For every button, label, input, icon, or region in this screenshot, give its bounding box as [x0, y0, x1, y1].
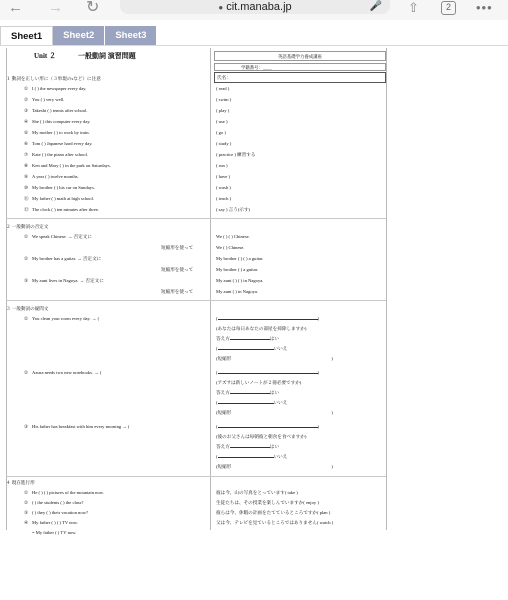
item-question: His father has breakfast with him every morning → (	[32, 424, 130, 429]
tab-count-button[interactable]: 2	[441, 1, 456, 15]
item-number: ③	[24, 278, 29, 283]
item-question: Tom ( ) Japanese hard every day.	[32, 141, 93, 146]
item-hint: 彼らは今、休暇の計画をたてているところですか( plan )	[216, 510, 331, 515]
section-divider	[6, 218, 386, 219]
url-label: cit.manaba.jp	[226, 1, 292, 13]
item-hint: 父は今、テレビを見ているところではありません( watch )	[216, 520, 334, 525]
item-question: 短縮形を使って	[161, 267, 194, 272]
item-question: My mother ( ) to work by train.	[32, 130, 90, 135]
more-options-icon[interactable]: •••	[476, 0, 493, 15]
answer-no-label: いいえ	[273, 454, 288, 459]
item-hint: ( teach )	[216, 196, 232, 201]
item-number: ⑥	[24, 141, 29, 146]
answer-yes-label: はい	[269, 390, 279, 395]
item-question: She ( ) this computer every day.	[32, 119, 91, 124]
item-question: The clock ( ) ten minutes after three.	[32, 207, 100, 212]
item-question: 短縮形を使って	[161, 245, 194, 250]
item-question: He ( ) ( ) pictures of the mountain now.	[32, 490, 104, 495]
item-answer-line: My aunt ( ) in Nagoya.	[216, 289, 259, 294]
answer-no-label: いいえ	[273, 346, 288, 351]
tab-strip-divider	[0, 45, 508, 46]
item-number: ①	[24, 234, 29, 239]
worksheet-title: 一般動詞 演習問題	[78, 52, 136, 60]
item-hint: ( play )	[216, 108, 230, 113]
item-question: ( ) they ( ) their vacation now?	[32, 510, 88, 515]
item-answer-line: My brother ( ) ( ) a guitar.	[216, 256, 264, 261]
item-number: ①	[24, 490, 29, 495]
share-icon[interactable]: ⇧	[408, 0, 419, 15]
tab-sheet2[interactable]: Sheet2	[53, 26, 105, 45]
item-hint: ( say ) 言う(示す)	[216, 207, 251, 212]
item-hint: ( practice ) 練習する	[216, 152, 256, 157]
item-question: Takeshi ( ) tennis after school.	[32, 108, 88, 113]
item-number: ⑩	[24, 185, 29, 190]
answer-yes-label: はい	[269, 336, 279, 341]
item-question: My brother has a guitar. → 否定文に	[32, 256, 102, 261]
course-name: 英語基礎学力養成講座	[214, 51, 386, 61]
grid-line	[386, 48, 387, 530]
grid-line	[6, 48, 7, 530]
item-question: You clean your room every day. → (	[32, 316, 100, 321]
item-hint: 彼は今、山の写真をとっています( take )	[216, 490, 298, 495]
student-number[interactable]: 学籍番号：____	[214, 63, 386, 71]
item-question: We speak Chinese. → 否定文に	[32, 234, 92, 239]
item-translation: (彼のお父さんは毎朝彼と朝食を食べますか)	[216, 434, 307, 439]
worksheet: Unit ２ 一般動詞 演習問題 英語基礎学力養成講座 学籍番号：____ 氏名： １ 動詞を正しい形に（３単現のsなど）に注意 ① I ( ) the newspaper every day. ( read ) ② You ( ) very well. ( swim ) ③ Takeshi ( ) tennis after school. ( play ) ④ She ( ) this computer every day. ( use ) ⑤ My mother ( ) to work by train. ( go ) ⑥ Tom ( ) Japanese hard every day. ( study ) ⑦ Kate ( ) the piano after school. ( practice ) 練習する ⑧ Ken and Mary ( ) in the park on Saturdays. ( run ) ⑨ A year ( ) twelve months. ( have ) ⑩ My brother ( ) his car on Sundays. ( wash ) ⑪ My father ( ) math at high school. ( teach ) ⑫ The clock ( ) ten minutes after three. ( say ) 言う(示す) ２ 一般動詞の否定文 ① We speak Chinese. → 否定文に We ( ) ( ) Chinese. 短縮形を使って We ( ) Chinese. ② My brother has a guitar. → 否定文に My brother ( ) ( ) a guitar. 短縮形を使って My brother ( ) a guitar. ③ My aunt lives in Nagoya. → 否定文に My aunt ( ) ( ) in Nagoya. 短縮形を使って My aunt ( ) in Nagoya. ３ 一般動詞の疑問文 ① You clean your room every day. → ( ( ) (あなたは毎日あなたの部屋を掃除しますか) 答え方 はい ( いいえ (短縮形 ) ② Azusa needs two new notebooks. → ( ( ) (アズサは新しいノートが２冊必要ですか) 答え方 はい ( いいえ (短縮形 ) ③ His father has breakfast with him every morning → ( ( ) (彼のお父さんは毎朝彼と朝食を食べますか) 答え方 はい ( いいえ (短縮形 ) ４ 現在進行形 ① He ( ) ( ) pictures of the mountain now. 彼は今、山の写真をとっています( take ) ② ( ) the students ( ) the class? 生徒たちは、その授業を楽しんでいますか( enjoy ) ③ ( ) they ( ) their vacation now? 彼らは今、休暇の計画をたてているところですか( plan ) ④ My father ( ) ( ) TV now. 父は今、テレビを見ているところではありません( watch ) = My father ( ) TV now.	[6, 48, 386, 530]
item-hint: ( have )	[216, 174, 231, 179]
answer-no-label: いいえ	[273, 400, 288, 405]
answer-label: 答え方	[216, 444, 230, 449]
back-arrow-icon[interactable]: ←	[8, 0, 23, 16]
section-1-title: １ 動詞を正しい形に（３単現のsなど）に注意	[6, 76, 101, 81]
item-number: ⑦	[24, 152, 29, 157]
answer-blank: ( )	[216, 370, 320, 375]
item-number: ①	[24, 316, 29, 321]
item-number: ①	[24, 86, 29, 91]
short-form-label: (短縮形	[216, 464, 232, 469]
student-name-field[interactable]: 氏名：	[214, 72, 386, 83]
item-question: You ( ) very well.	[32, 97, 65, 102]
item-answer-line: My brother ( ) a guitar.	[216, 267, 259, 272]
item-hint: ( go )	[216, 130, 226, 135]
item-number: ②	[24, 370, 29, 375]
item-hint: ( swim )	[216, 97, 232, 102]
item-question: Ken and Mary ( ) in the park on Saturdays.	[32, 163, 111, 168]
item-question: = My father ( ) TV now.	[32, 530, 77, 535]
section-3-title: ３ 一般動詞の疑問文	[6, 306, 49, 311]
answer-label: 答え方	[216, 390, 230, 395]
item-question: My brother ( ) his car on Sundays.	[32, 185, 96, 190]
item-number: ④	[24, 119, 29, 124]
item-hint: ( study )	[216, 141, 232, 146]
forward-arrow-icon[interactable]: →	[48, 0, 63, 16]
answer-blank: ( )	[216, 316, 320, 321]
item-question: ( ) the students ( ) the class?	[32, 500, 84, 505]
microphone-icon[interactable]: 🎤	[369, 1, 382, 12]
answer-blank: ( )	[216, 424, 320, 429]
item-hint: ( read )	[216, 86, 230, 91]
short-form-label: (短縮形	[216, 356, 232, 361]
item-number: ⑨	[24, 174, 29, 179]
item-question: Azusa needs two new notebooks. → (	[32, 370, 102, 375]
item-number: ②	[24, 256, 29, 261]
address-bar[interactable]	[120, 0, 390, 14]
section-4-title: ４ 現在進行形	[6, 480, 35, 485]
section-2-title: ２ 一般動詞の否定文	[6, 224, 49, 229]
item-hint: ( run )	[216, 163, 228, 168]
item-answer-line: My aunt ( ) ( ) in Nagoya.	[216, 278, 264, 283]
item-question: I ( ) the newspaper every day.	[32, 86, 87, 91]
section-divider	[6, 300, 386, 301]
item-number: ⑤	[24, 130, 29, 135]
item-hint: 生徒たちは、その授業を楽しんでいますか( enjoy )	[216, 500, 319, 505]
item-question: My father ( ) ( ) TV now.	[32, 520, 78, 525]
item-number: ⑪	[24, 196, 29, 201]
answer-yes-label: はい	[269, 444, 279, 449]
item-number: ③	[24, 108, 29, 113]
item-number: ④	[24, 520, 29, 525]
item-answer-line: We ( ) Chinese.	[216, 245, 245, 250]
item-number: ②	[24, 97, 29, 102]
browser-toolbar	[0, 0, 508, 20]
sheet-tab-bar	[0, 26, 157, 46]
item-question: My aunt lives in Nagoya. → 否定文に	[32, 278, 104, 283]
item-number: ⑫	[24, 207, 29, 212]
item-number: ③	[24, 510, 29, 515]
item-answer-line: We ( ) ( ) Chinese.	[216, 234, 250, 239]
item-translation: (あなたは毎日あなたの部屋を掃除しますか)	[216, 326, 307, 331]
item-question: Kate ( ) the piano after school.	[32, 152, 88, 157]
item-hint: ( wash )	[216, 185, 231, 190]
reload-icon[interactable]: ↻	[86, 0, 100, 16]
item-number: ②	[24, 500, 29, 505]
short-form-label: (短縮形	[216, 410, 232, 415]
item-hint: ( use )	[216, 119, 228, 124]
url-text	[120, 0, 390, 15]
item-question: My father ( ) math at high school.	[32, 196, 94, 201]
answer-label: 答え方	[216, 336, 230, 341]
section-divider	[6, 476, 386, 477]
item-number: ③	[24, 424, 29, 429]
item-question: A year ( ) twelve months.	[32, 174, 79, 179]
item-question: 短縮形を使って	[161, 289, 194, 294]
grid-line	[210, 48, 211, 530]
item-number: ⑧	[24, 163, 29, 168]
unit-label: Unit ２	[34, 52, 56, 60]
lock-icon: ●	[218, 3, 224, 12]
item-translation: (アズサは新しいノートが２冊必要ですか)	[216, 380, 302, 385]
tab-sheet1[interactable]: Sheet1	[0, 26, 53, 45]
tab-sheet3[interactable]: Sheet3	[105, 26, 157, 45]
